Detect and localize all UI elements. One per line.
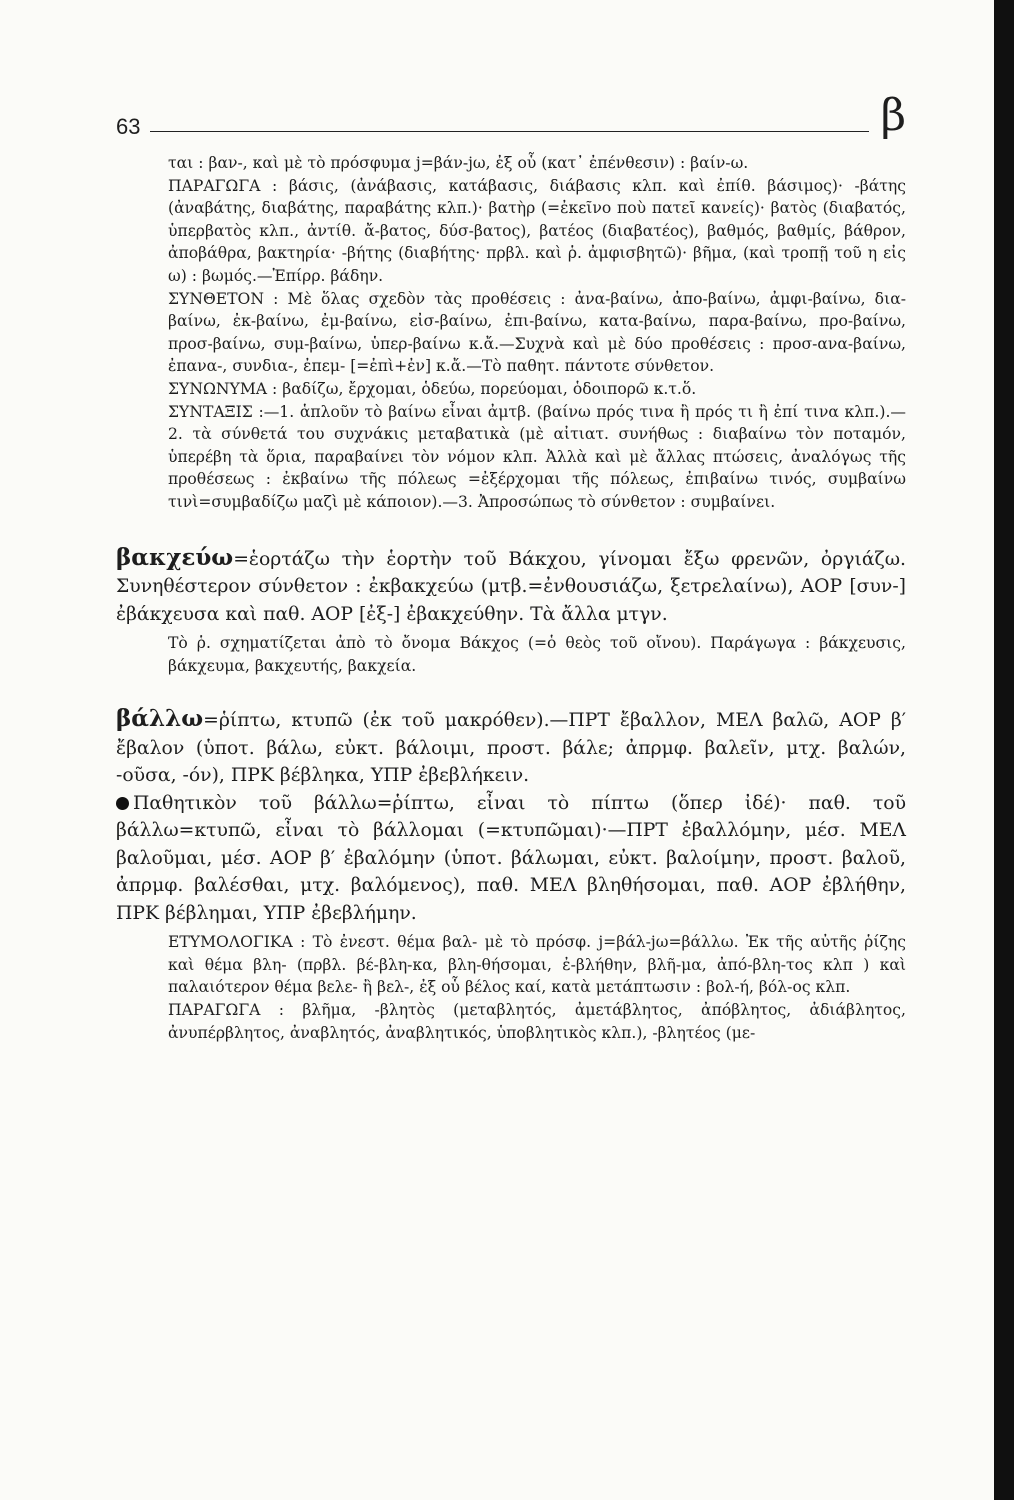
header-rule bbox=[150, 131, 868, 132]
page-number: 63 bbox=[116, 114, 141, 139]
continuation-derivatives: ΠΑΡΑΓΩΓΑ : βάσις, (ἀνάβασις, κατάβασις, διάβασις κλπ. καὶ ἐπίθ. βάσιμος)· -βάτης (ἀναβάτης, διαβάτης, παραβάτης κλπ.)· βατὴρ (=ἐκεῖνο ποὺ πατεῖ κανείς)· βατὸς (διαβατός, ὑπερβατὸς κλπ., ἀντίθ. ἄ-βατος, δύσ-βατος), βατέος (διαβατέος), βαθμός, βαθμίς, βάθρον, ἀποβάθρα, βακτηρία· -βήτης (διαβήτης· πρβλ. καὶ ῥ. ἀμφισβητῶ)· βῆμα, (καὶ τροπῇ τοῦ η εἰς ω) : βωμός.—Ἐπίρρ. βάδην. bbox=[168, 176, 906, 285]
continuation-compounds: ΣΥΝΘΕΤΟΝ : Μὲ ὅλας σχεδὸν τὰς προθέσεις : ἀνα-βαίνω, ἀπο-βαίνω, ἀμφι-βαίνω, δια-βαίνω, ἐκ-βαίνω, ἐμ-βαίνω, εἰσ-βαίνω, ἐπι-βαίνω, κατα-βαίνω, παρα-βαίνω, προ-βαίνω, προσ-βαίνω, συμ-βαίνω, ὑπερ-βαίνω κ.ἄ.—Συχνὰ καὶ μὲ δύο προθέσεις : προσ-ανα-βαίνω, ἐπανα-, συνδια-, ἐπεμ- [=ἐπὶ+ἐν] κ.ἄ.—Τὸ παθητ. πάντοτε σύνθετον. bbox=[168, 289, 906, 376]
entry-ballo bbox=[116, 705, 906, 790]
entry-bakcheuo bbox=[116, 544, 906, 629]
section-letter: β bbox=[880, 90, 906, 141]
entry-ballo-etymology: ΕΤΥΜΟΛΟΓΙΚΑ : Τὸ ἐνεστ. θέμα βαλ- μὲ τὸ πρόσφ. j=βάλ-jω=βάλλω. Ἐκ τῆς αὐτῆς ῥίζης καὶ θέμα βλη- (πρβλ. βέ-βλη-κα, βλη-θήσομαι, ἐ-βλήθην, βλῆ-μα, ἀπό-βλη-τος κλπ ) καὶ παλαιότερον θέμα βελε- ἢ βελ-, ἐξ οὗ βέλος καί, κατὰ μετάπτωσιν : βολ-ή, βόλ-ος κλπ. bbox=[168, 933, 906, 997]
bullet-dot-icon bbox=[116, 797, 129, 810]
entry-ballo-notes bbox=[168, 931, 906, 1044]
binding-edge bbox=[994, 0, 1014, 1500]
entry-ballo-passive: Παθητικὸν τοῦ βάλλω=ῥίπτω, εἶναι τὸ πίπτω (ὅπερ ἰδέ)· παθ. τοῦ βάλλω=κτυπῶ, εἶναι τὸ βάλλομαι (=κτυπῶμαι)·—ΠΡΤ ἐβαλλόμην, μέσ. ΜΕΛ βαλοῦμαι, μέσ. ΑΟΡ β′ ἐβαλόμην (ὑποτ. βάλωμαι, εὐκτ. βαλοίμην, προστ. βαλοῦ, ἀπρμφ. βαλέσθαι, μτχ. βαλόμενος), παθ. ΜΕΛ βληθήσομαι, παθ. ΑΟΡ ἐβλήθην, ΠΡΚ βέβλημαι, ΥΠΡ ἐβεβλήμην. bbox=[116, 792, 906, 924]
entry-ballo-derivatives: ΠΑΡΑΓΩΓΑ : βλῆμα, -βλητὸς (μεταβλητός, ἀμετάβλητος, ἀπόβλητος, ἀδιάβλητος, ἀνυπέρβλητος, ἀναβλητός, ἀναβλητικός, ὑποβλητικὸς κλπ.), -βλητέος (με- bbox=[168, 1000, 906, 1042]
page-header bbox=[116, 90, 906, 141]
entry-bakcheuo-note: Τὸ ῥ. σχηματίζεται ἀπὸ τὸ ὄνομα Βάκχος (=ὁ θεὸς τοῦ οἴνου). Παράγωγα : βάκχευσις, βάκχευμα, βακχευτής, βακχεία. bbox=[168, 634, 906, 675]
continuation-syntax: ΣΥΝΤΑΞΙΣ :—1. ἁπλοῦν τὸ βαίνω εἶναι ἀμτβ. (βαίνω πρός τινα ἢ πρός τι ἢ ἐπί τινα κλπ.).—2. τὰ σύνθετά του συχνάκις μεταβατικὰ (μὲ αἰτιατ. συνήθως : διαβαίνω τὸν ποταμόν, ὑπερέβη τὰ ὅρια, παραβαίνει τὸν νόμον κλπ. Ἀλλὰ καὶ μὲ ἄλλας πτώσεις, ἀναλόγως τῆς προθέσεως : ἐκβαίνω τῆς πόλεως =ἐξέρχομαι τῆς πόλεως, ἐπιβαίνω τινός, συμβαίνω τινὶ=συμβαδίζω μαζὶ μὲ κάποιον).—3. Ἀπροσώπως τὸ σύνθετον : συμβαίνει. bbox=[168, 402, 906, 511]
continuation-line: ται : βαν-, καὶ μὲ τὸ πρόσφυμα j=βάν-jω, ἐξ οὗ (κατ᾽ ἐπένθεσιν) : βαίν-ω. bbox=[168, 154, 749, 172]
dictionary-page bbox=[116, 92, 906, 1044]
continuation-synonyms: ΣΥΝΩΝΥΜΑ : βαδίζω, ἔρχομαι, ὁδεύω, πορεύομαι, ὁδοιπορῶ κ.τ.ὅ. bbox=[168, 379, 697, 398]
headword-bakcheuo: βακχεύω bbox=[116, 543, 234, 571]
headword-ballo: βάλλω bbox=[116, 705, 204, 733]
entry-bakcheuo-body: =ἑορτάζω τὴν ἑορτὴν τοῦ Βάκχου, γίνομαι ἔξω φρενῶν, ὀργιάζω. Συνηθέστερον σύνθετον : ἐκβακχεύω (μτβ.=ἐνθουσιάζω, ξετρελαίνω), ΑΟΡ [συν-] ἐβάκχευσα καὶ παθ. ΑΟΡ [ἐξ-] ἐβακχεύθην. Τὰ ἄλλα μτγν. bbox=[116, 548, 906, 625]
entry-continuation bbox=[168, 152, 906, 514]
entry-ballo-passive-para bbox=[116, 790, 906, 928]
entry-bakcheuo-notes bbox=[168, 632, 906, 677]
entry-ballo-body: =ῥίπτω, κτυπῶ (ἐκ τοῦ μακρόθεν).—ΠΡΤ ἔβαλλον, ΜΕΛ βαλῶ, ΑΟΡ β′ ἔβαλον (ὑποτ. βάλω, εὐκτ. βάλοιμι, προστ. βάλε; ἀπρμφ. βαλεῖν, μτχ. βαλών, -οῦσα, -όν), ΠΡΚ βέβληκα, ΥΠΡ ἐβεβλήκειν. bbox=[116, 710, 906, 787]
